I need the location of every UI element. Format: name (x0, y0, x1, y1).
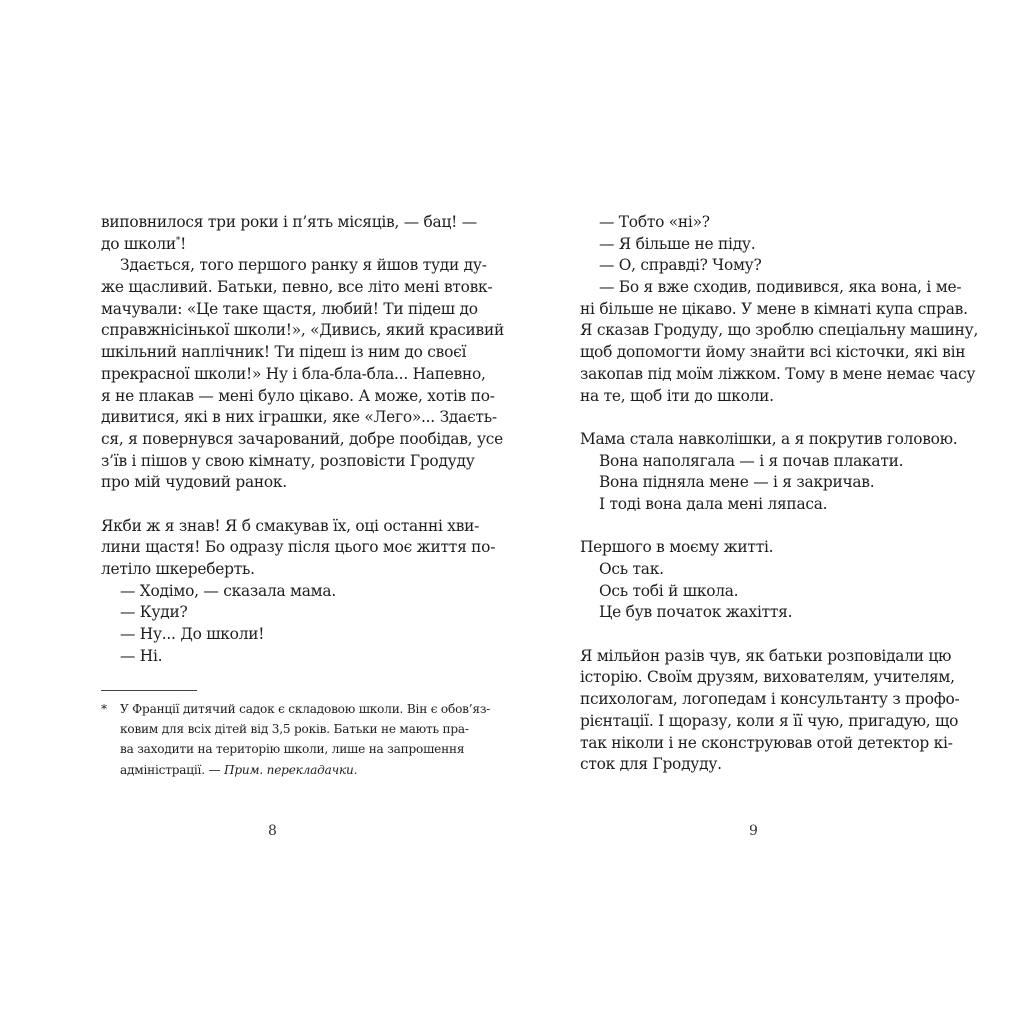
text-line: Здається, того першого ранку я йшов туди ду- (120, 256, 487, 275)
paragraph-gap (580, 516, 925, 538)
text-line: І тоді вона дала мені ляпаса. (599, 494, 828, 513)
text-line: про мій чудовий ранок. (101, 473, 287, 492)
text-line: Це був початок жахіття. (599, 603, 793, 622)
text-line: Першого в моєму житті. (580, 538, 774, 557)
text-line: Ось так. (599, 560, 664, 578)
text-line: я не плакав — мені було цікаво. А може, хотів по- (101, 386, 495, 405)
text-line: на те, щоб іти до школи. (580, 386, 774, 405)
text-line: закопав під моїм ліжком. Тому в мене немає часу (580, 364, 976, 383)
text-line: ні більше не цікаво. У мене в кімнаті купа справ. (580, 299, 968, 318)
text-line: виповнилося три роки і п’ять місяців, — бац! — (101, 213, 477, 231)
text-line: психологам, логопедам і консультанту з профо- (580, 690, 960, 709)
text-line: мачували: «Це таке щастя, любий! Ти підеш до (101, 299, 478, 318)
text-line: щоб допомогти йому знайти всі кісточки, які він (580, 343, 966, 362)
footnote (101, 699, 491, 780)
dialogue-line: — Ні. (120, 646, 163, 665)
footnote-divider (101, 690, 197, 691)
text-line-end: ! (180, 234, 187, 253)
dialogue-line: — О, справді? Чому? (599, 256, 762, 275)
text-line: з’їв і пішов у свою кімнату, розповісти Гродуду (101, 451, 475, 470)
text-line: Якби ж я знав! Я б смакував їх, оці останні хви- (101, 516, 480, 535)
footnote-marker[interactable]: * (175, 235, 181, 246)
text-line: Ось тобі й школа. (599, 581, 739, 600)
text-line: Я сказав Гродуду, що зроблю спеціальну машину, (580, 321, 979, 340)
paragraph-gap (580, 624, 925, 646)
dialogue-line: — Я більше не піду. (599, 234, 756, 253)
dialogue-line: — Тобто «ні»? (599, 213, 710, 231)
text-line: історію. Своїм друзям, вихователям, учителям, (580, 668, 955, 687)
dialogue-line: — Бо я вже сходив, подивився, яка вона, і ме- (599, 278, 962, 297)
page-number: 8 (268, 823, 277, 839)
paragraph-gap (580, 407, 925, 429)
text-line: летіло шкереберть. (101, 560, 255, 578)
text-line-content: до школи (101, 234, 176, 253)
footnote-line (101, 760, 447, 780)
text-line: лини щастя! Бо одразу після цього моє життя по- (101, 538, 496, 557)
text-line: так ніколи і не сконструював отой детектор кі- (580, 733, 953, 752)
text-line: справжнісінької школи!», «Дивись, який красивий (101, 321, 504, 340)
text-line: шкільний наплічник! Ти підеш із ним до своєї (101, 343, 467, 362)
text-line: же щасливий. Батьки, певно, все літо мені втовк- (101, 278, 493, 297)
text-line: сток для Гродуду. (580, 755, 722, 774)
page-number: 9 (749, 823, 758, 839)
text-line: ся, я повернувся зачарований, добре пообідав, усе (101, 429, 503, 448)
text-line: Вона наполягала — і я почав плакати. (599, 451, 904, 470)
dialogue-line: — Ходімо, — сказала мама. (120, 581, 336, 600)
footnote-line: ва заходити на територію школи, лише на запрошення (120, 742, 465, 757)
dialogue-line: — Куди? (120, 603, 188, 622)
text-line: дивитися, які в них іграшки, яке «Лего»... Здаєть- (101, 408, 497, 427)
footnote-text: адміністрації. — (120, 762, 225, 777)
text-line: Мама стала навколішки, а я покрутив головою. (580, 429, 958, 448)
left-page-text (101, 212, 504, 667)
paragraph-gap (101, 494, 447, 516)
dialogue-line: — Ну... До школи! (120, 625, 265, 644)
text-line: прекрасної школи!» Ну і бла-бла-бла... Напевно, (101, 364, 486, 383)
footnote-line (101, 699, 491, 719)
right-page-text (580, 212, 979, 776)
translator-note: Прим. перекладачки. (224, 762, 358, 777)
footnote-text: У Франції дитячий садок є складовою школи. Він є обов’яз- (120, 702, 491, 716)
text-line: Я мільйон разів чув, як батьки розповідали цю (580, 646, 952, 665)
footnote-star: * (101, 702, 107, 716)
right-page (512, 0, 1024, 1024)
text-line: Вона підняла мене — і я закричав. (599, 473, 875, 492)
text-line: рієнтації. І щоразу, коли я її чую, пригадую, що (580, 711, 959, 730)
text-line (101, 234, 447, 256)
footnote-line: ковим для всіх дітей від 3,5 років. Батьки не мають пра- (120, 722, 469, 737)
